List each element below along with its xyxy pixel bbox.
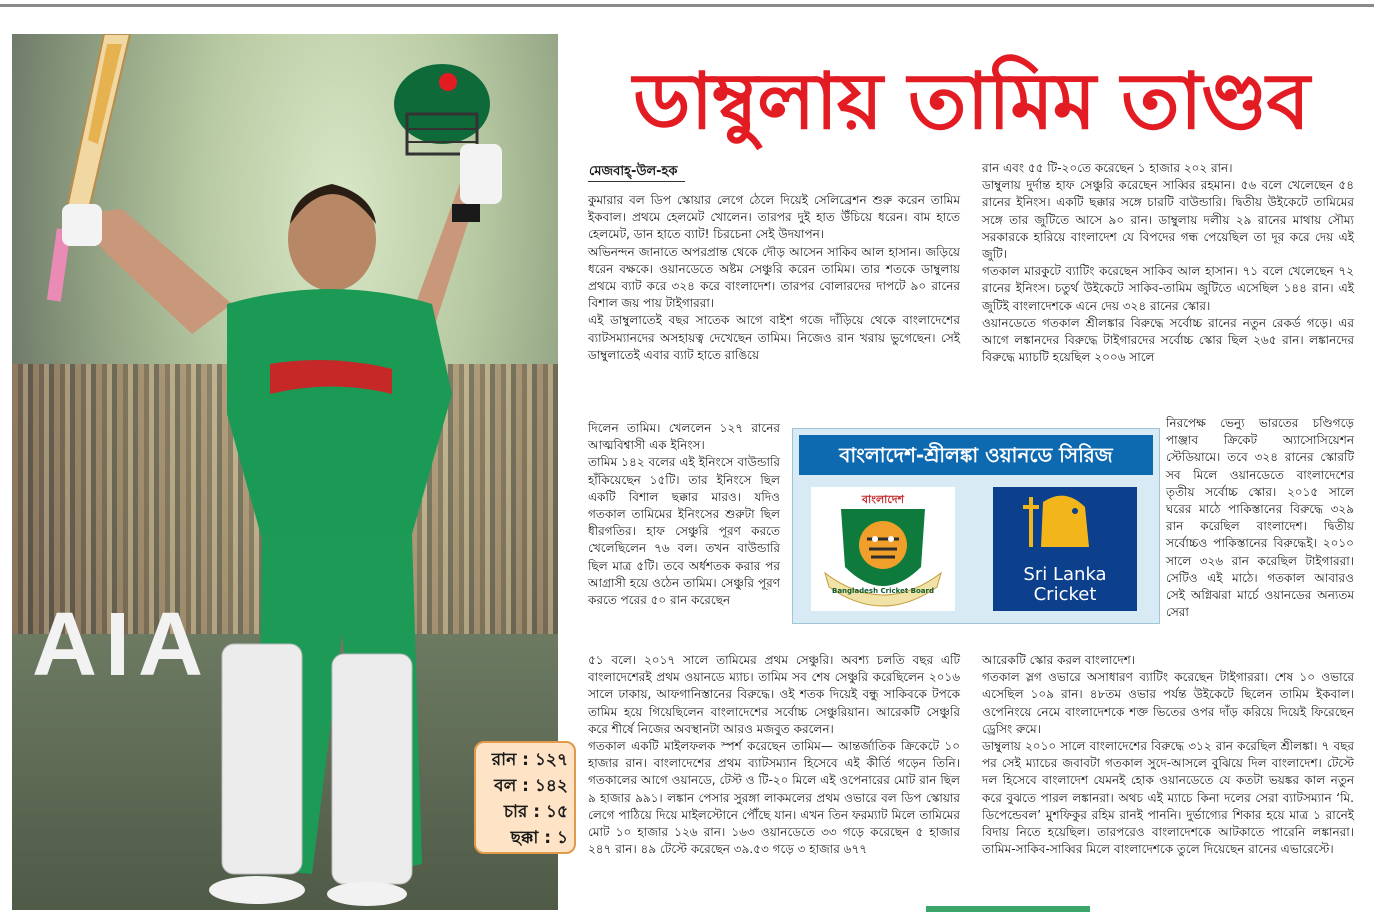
article-column-right-narrow: [1166, 415, 1354, 621]
sri-lanka-cricket-logo: [993, 487, 1137, 611]
paragraph: গতকাল মারকুটে ব্যাটিং করেছেন সাকিব আল হাসান। ৭১ বলে খেলেছেন ৭২ রানের ইনিংস। চতুর্থ উইকেটে সাকিব-তামিম জুটিতে এসেছিল ১৪৪ রান। এই জুটিই বাংলাদেশকে এনে দেয় ৩২৪ রানের স্কোর।: [982, 264, 1354, 313]
headline: ডাম্বুলায় তামিম তাণ্ডব: [633, 57, 1309, 147]
paragraph: নিরপেক্ষ ভেন্যু ভারতের চণ্ডিগড়ে পাঞ্জাব ক্রিকেট অ্যাসোসিয়েশন স্টেডিয়ামে। তবে ৩২৪ রানের স্কোরটি সব মিলে ওয়ানডেতে বাংলাদেশের তৃতীয় সর্বোচ্চ স্কোর। ২০১৫ সালে ঘরের মাঠে পাকিস্তানের বিরুদ্ধে ৩২৯ রান করেছিল বাংলাদেশ। দ্বিতীয় সর্বোচ্চও পাকিস্তানের বিরুদ্ধেই। ২০১০ সালে ৩২৬ রান করেছিল টাইগাররা। সেটিও এই মাঠে। গতকাল আবারও সেই অগ্নিঝরা মার্চে ওয়ানডের অন্যতম সেরা: [1166, 416, 1354, 620]
bcb-logo-bangla: বাংলাদেশ: [861, 493, 905, 506]
byline: মেজবাহ্-উল-হক: [589, 164, 678, 179]
paragraph: ওয়ানডেতে গতকাল শ্রীলঙ্কার বিরুদ্ধে সর্বোচ্চ রানের নতুন রেকর্ড গড়ে। এর আগে লঙ্কানদের বিরুদ্ধে টাইগারদের সর্বোচ্চ স্কোর ছিল ২৬৫ রান। লঙ্কানদের বিরুদ্ধে ম্যাচটি হয়েছিল ২০০৬ সালে: [982, 315, 1354, 365]
paragraph: ৫১ বলে। ২০১৭ সালে তামিমের প্রথম সেঞ্চুরি। অবশ্য চলতি বছর এটি বাংলাদেশেরই প্রথম ওয়ানডে ম্যাচ। তামিম সব শেষ সেঞ্চুরি করেছিলেন ২০১৬ সালে ঢাকায়, আফগানিস্তানের বিরুদ্ধে। ওই শতক দিয়েই বন্ধু সাকিবকে টপকে তামিম হয়ে গিয়েছিলেন বাংলাদেশের সর্বোচ্চ সেঞ্চুরিয়ান। আরেকটি সেঞ্চুরি করে শীর্ষে নিজের অবস্থানটা আরও মজবুত করলেন।: [588, 653, 960, 736]
boundary-board: AIA: [32, 595, 211, 695]
paragraph: গতকাল একটি মাইলফলক স্পর্শ করেছেন তামিম— আন্তর্জাতিক ক্রিকেটে ১০ হাজার রান। বাংলাদেশের প্রথম ব্যাটসম্যান হিসেবে এই কীর্তি গড়েন তিনি। গতকালের আগে ওয়ানডে, টেস্ট ও টি-২০ মিলে এই ওপেনারের মোট রান ছিল ৯ হাজার ৯৯১। লঙ্কান পেসার সুরঙ্গা লাকমলের প্রথম ওভারে বল ডিপ স্কোয়ার লেগে পাঠিয়ে দিয়ে মাইলস্টোনে পৌঁছে যান। এখন তিন ফরম্যাট মিলে তামিমের মোট ১০ হাজার ১২৬ রান। ১৬৩ ওয়ানডেতে ৩৩ গড়ে করেছেন ৫ হাজার ২৪৭ রান। ৪৯ টেস্টে করেছেন ৩৯.৫৩ গড়ে ৩ হাজার ৬৭৭: [588, 739, 960, 857]
paragraph: অভিনন্দন জানাতে অপরপ্রান্ত থেকে দৌড় আসেন সাকিব আল হাসান। জড়িয়ে ধরেন বক্ষকে। ওয়ানডেতে অষ্টম সেঞ্চুরি করেন তামিম। তার শতকে ডাম্বুলায় প্রথমে ব্যাট করে ৩২৪ করে বাংলাদেশ। তারপর বোলারদের দাপটে ৯০ রানের বিশাল জয় পায় টাইগাররা।: [588, 244, 960, 311]
article-column-left-narrow: [588, 420, 780, 609]
helmet-icon: [394, 64, 490, 154]
stat-fours: চার : ১৫: [503, 802, 568, 822]
paragraph: আরেকটি স্কোর করল বাংলাদেশ।: [982, 653, 1136, 667]
stat-balls: বল : ১৪২: [494, 776, 568, 796]
lion-crest-icon: [993, 487, 1137, 567]
stat-sixes: ছক্কা : ১: [510, 828, 568, 848]
article-column-right-top: [982, 160, 1354, 366]
bcb-logo-ring-text: Bangladesh Cricket Board: [832, 587, 934, 595]
paragraph: ডাম্বুলায় ২০১০ সালে বাংলাদেশের বিরুদ্ধে ৩১২ রান করেছিল শ্রীলঙ্কা। ৭ বছর পর সেই ম্যাচের জবাবটা গতকাল সুদে-আসলে বুঝিয়ে দিল বাংলাদেশ। টেস্টে দল হিসেবে বাংলাদেশ যেমনই হোক ওয়ানডেতে যে কতটা ভয়ঙ্কর কাল নতুন করে বুঝতে পারল লঙ্কানরা। অথচ এই ম্যাচে কিনা দলের সেরা ব্যাটসম্যান ‘মি. ডিপেন্ডেবল’ মুশফিকুর রহিম রানই পাননি। দুর্ভাগ্যের শিকার হয়ে মাত্র ১ রানেই বিদায় নিতে হয়েছিল। তারপরেও বাংলাদেশকে আটকাতে পারেনি লঙ্কানরা। তামিম-সাকিব-সাব্বির মিলে বাংলাদেশকে তুলে দিয়েছেন রানের এভারেস্টে।: [982, 739, 1354, 857]
paragraph: রান এবং ৫৫ টি-২০তে করেছেন ১ হাজার ২০২ রান।: [982, 161, 1233, 175]
stat-runs: রান : ১২৭: [491, 750, 568, 770]
article-column-left-bottom: [588, 652, 960, 858]
paragraph: দিলেন তামিম। খেললেন ১২৭ রানের আত্মবিশ্বাসী এক ইনিংস।: [588, 421, 780, 453]
paragraph: ডাম্বুলায় দুর্দান্ত হাফ সেঞ্চুরি করেছেন সাব্বির রহমান। ৫৬ বলে খেলেছেন ৫৪ রানের ইনিংস। একটি ছক্কার সঙ্গে চারটি বাউন্ডারি। দ্বিতীয় উইকেটে তামিমের সঙ্গে তার জুটিতে আসে ৯০ রান। ডাম্বুলায় দলীয় ২৯ রানের মাথায় সৌম্য সরকারকে হারিয়ে বাংলাদেশ যে বিপদের গন্ধ পেয়েছিল তা দূর করে দেয় এই জুটি।: [982, 178, 1354, 262]
bottom-accent-bar: [926, 906, 1090, 912]
bangladesh-cricket-board-logo: [811, 487, 955, 611]
score-summary-box: [474, 741, 576, 854]
paragraph: তামিম ১৪২ বলের এই ইনিংসে বাউন্ডারি হাঁকিয়েছেন ১৫টি। তার ইনিংসে ছিল একটি বিশাল ছক্কার মারও। যদিও গতকাল তামিমের ইনিংসের শুরুটা ছিল ধীরগতির। হাফ সেঞ্চুরি পূরণ করতে খেলেছিলেন ৭৬ বল। তখন বাউন্ডারি ছিল মাত্র ৫টি। তবে অর্ধশতক করার পর আগ্রাসী হয়ে ওঠেন তামিম। সেঞ্চুরি পূরণ করতে পরের ৫০ রান করেছেন: [588, 455, 780, 608]
series-title: বাংলাদেশ-শ্রীলঙ্কা ওয়ানডে সিরিজ: [799, 435, 1153, 475]
article-column-right-bottom: [982, 652, 1354, 858]
paragraph: এই ডাম্বুলাতেই বছর সাতেক আগে বাইশ গজে দাঁড়িয়ে থেকে বাংলাদেশের ব্যাটসম্যানদের অসহায়ত্ব দেখেছেন তামিম। নিজেও রান খরায় ভুগেছেন। সেই ডাম্বুলাতেই এবার ব্যাট হাতে রাঙিয়ে: [588, 313, 960, 362]
top-rule: [0, 4, 1374, 7]
sl-wordmark-line2: Cricket: [1033, 584, 1097, 605]
paragraph: গতকাল স্লগ ওভারে অসাধারণ ব্যাটিং করেছেন টাইগাররা। শেষ ১০ ওভারে এসেছিল ১০৯ রান। ৪৮তম ওভার পর্যন্ত উইকেটে ছিলেন তামিম ইকবাল। ওপেনিংয়ে নেমে বাংলাদেশকে শক্ত ভিতের ওপর দাঁড় করিয়ে দিয়েই ফিরেছেন ড্রেসিং রুমে।: [982, 670, 1354, 736]
article-column-left-top: [588, 192, 960, 364]
sl-wordmark-line1: Sri Lanka: [1023, 564, 1107, 585]
paragraph: কুমারার বল ডিপ স্কোয়ার লেগে ঠেলে দিয়েই সেলিব্রেশন শুরু করেন তামিম ইকবাল। প্রথমে হেলমেট খোলেন। তারপর দুই হাত উঁচিয়ে ধরেন। বাম হাতে হেলমেট, ডান হাতে ব্যাট! চিরচেনা সেই উদযাপন।: [588, 193, 960, 242]
sri-lanka-cricket-wordmark: [993, 565, 1137, 605]
series-info-box: [792, 428, 1160, 624]
byline-rule: [588, 181, 685, 182]
